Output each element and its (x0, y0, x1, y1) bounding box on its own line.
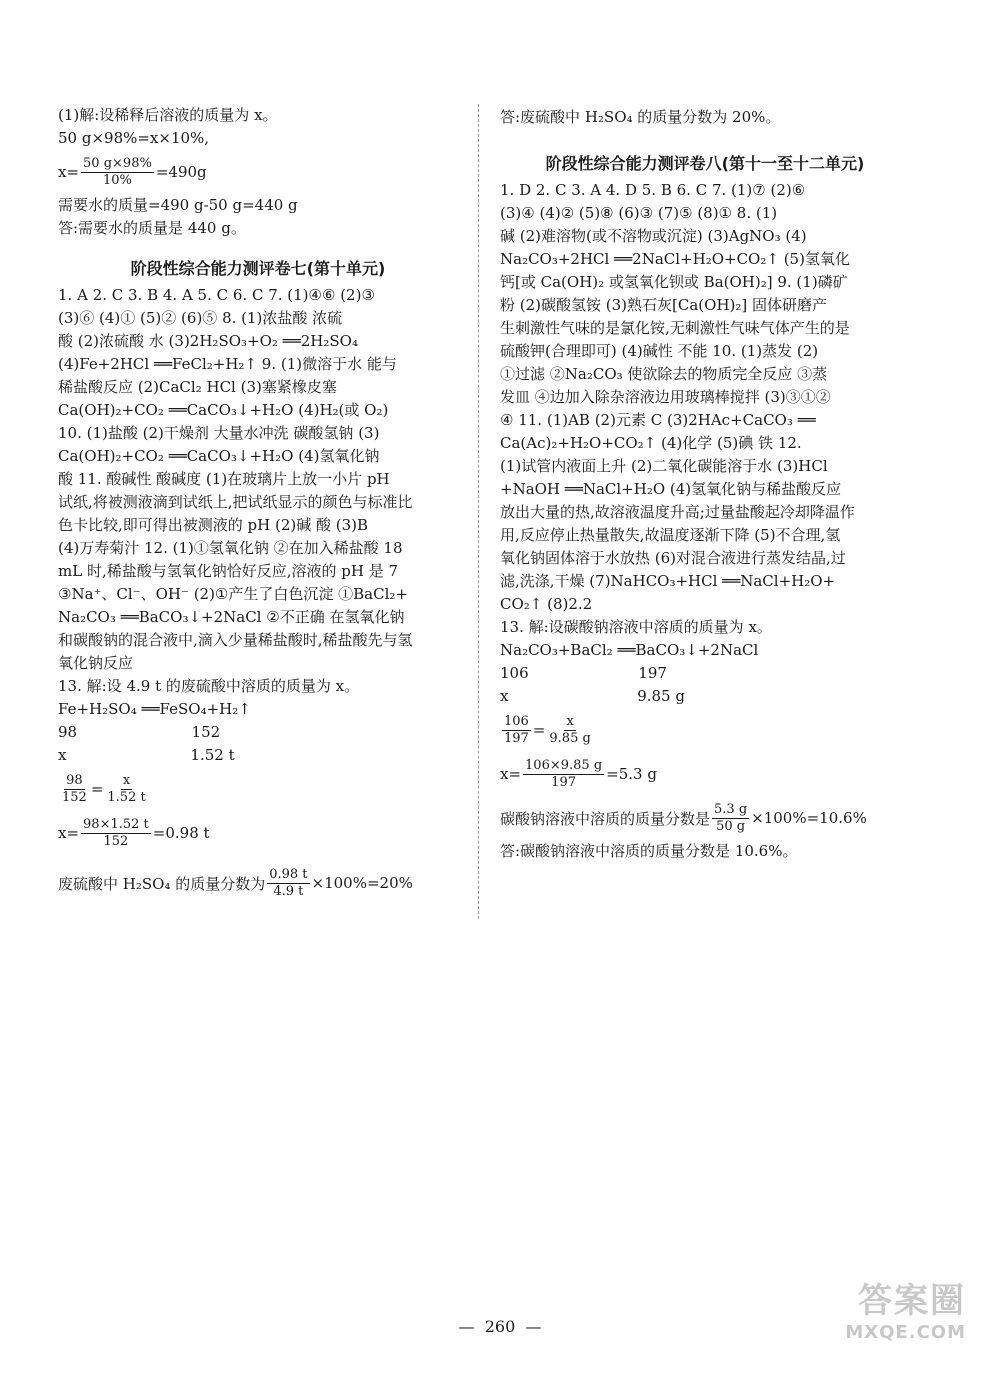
text-line: (1)解:设稀释后溶液的质量为 x。 (58, 106, 278, 124)
column-divider (478, 104, 479, 919)
text-line: ①过滤 ②Na₂CO₃ 使欲除去的物质完全反应 ③蒸 (500, 365, 828, 383)
fraction (547, 714, 592, 747)
question-13 (500, 616, 910, 863)
denominator: 50 g (716, 818, 746, 834)
right-column (500, 106, 910, 863)
numerator: 50 g×98% (83, 155, 152, 171)
equation-rhs: ×100%=20% (311, 874, 413, 892)
section-heading: 阶段性综合能力测评卷八(第十一至十二单元) (545, 154, 865, 173)
text-line: Na₂CO₃ ══BaCO₃↓+2NaCl ②不正确 在氢氧化钠 (58, 608, 405, 626)
text-line: +NaOH ══NaCl+H₂O (4)氢氧化钠与稀盐酸反应 (500, 480, 842, 498)
fraction (81, 817, 151, 850)
equation-rhs: =490g (155, 163, 207, 181)
watermark-logo (816, 1281, 966, 1351)
watermark-url: MXQE.COM (845, 1322, 966, 1343)
equals-sign: = (90, 780, 104, 798)
denominator: 152 (103, 833, 129, 849)
text-line: 98 152 (58, 723, 221, 741)
text-line: 13. 解:设 4.9 t 的废硫酸中溶质的质量为 x。 (58, 677, 360, 695)
text-line: 50 g×98%=x×10%, (58, 129, 210, 147)
watermark-logo-text: 答案圈 (858, 1281, 966, 1321)
equation-lhs: 废硫酸中 H₂SO₄ 的质量分数为 (58, 874, 266, 893)
numerator: x (122, 772, 131, 788)
equals-sign: = (532, 721, 546, 739)
page-number: — 260 — (458, 1317, 542, 1336)
text-line: 13. 解:设碳酸钠溶液中溶质的质量为 x。 (500, 618, 772, 636)
text-line: Na₂CO₃+BaCl₂ ══BaCO₃↓+2NaCl (500, 641, 759, 659)
equation-lhs: 碳酸钠溶液中溶质的质量分数是 (500, 809, 711, 828)
fraction (712, 802, 749, 835)
text-line: 生刺激性气味的是氯化铵,无刺激性气味气体产生的是 (500, 319, 850, 337)
text-line: 10. (1)盐酸 (2)干燥剂 大量水冲洗 碳酸氢钠 (3) (58, 424, 380, 442)
denominator: 1.52 t (107, 789, 146, 805)
text-line: 粉 (2)碳酸氢铵 (3)熟石灰[Ca(OH)₂] 固体研磨产 (500, 296, 828, 314)
fraction-equation (500, 796, 910, 840)
equation-rhs: =5.3 g (606, 765, 657, 783)
fraction (523, 758, 604, 791)
text-line: 答:需要水的质量是 440 g。 (58, 219, 246, 237)
text-line: Na₂CO₃+2HCl ══2NaCl+H₂O+CO₂↑ (5)氢氧化 (500, 250, 850, 268)
denominator: 9.85 g (549, 730, 591, 746)
text-line: 滤,洗涤,干燥 (7)NaHCO₃+HCl ══NaCl+H₂O+ (500, 572, 836, 590)
text-line: 氧化钠固体溶于水放热 (6)对混合液进行蒸发结晶,过 (500, 549, 846, 567)
fraction (105, 773, 147, 806)
text-line: 答:废硫酸中 H₂SO₄ 的质量分数为 20%。 (500, 108, 781, 126)
text-line: 硫酸钾(合理即可) (4)碱性 不能 10. (1)蒸发 (2) (500, 342, 819, 360)
fraction (267, 867, 309, 900)
equation-lhs: x= (500, 765, 522, 783)
denominator: 152 (62, 789, 87, 805)
text-line: (3)④ (4)② (5)⑧ (6)③ (7)⑤ (8)① 8. (1) (500, 204, 778, 222)
text-line: Fe+H₂SO₄ ══FeSO₄+H₂↑ (58, 700, 251, 718)
denominator: 197 (551, 774, 576, 790)
fraction-equation (500, 752, 910, 796)
text-line: 发皿 ④边加入除杂溶液边用玻璃棒搅拌 (3)③①② (500, 388, 831, 406)
text-line: Ca(OH)₂+CO₂ ══CaCO₃↓+H₂O (4)H₂(或 O₂) (58, 401, 389, 419)
equation-lhs: x= (58, 163, 80, 181)
text-line: ④ 11. (1)AB (2)元素 C (3)2HAc+CaCO₃ ══ (500, 411, 816, 429)
numerator: 5.3 g (714, 801, 748, 817)
fraction-equation (58, 861, 458, 905)
text-line: ③Na⁺、Cl⁻、OH⁻ (2)①产生了白色沉淀 ①BaCl₂+ (58, 585, 408, 603)
left-column (58, 104, 458, 905)
fraction (81, 156, 154, 189)
text-line: (1)试管内液面上升 (2)二氧化碳能溶于水 (3)HCl (500, 457, 828, 475)
numerator: 0.98 t (269, 866, 308, 882)
numerator: 106×9.85 g (525, 757, 603, 773)
proportion-equation (500, 708, 910, 752)
text-line: x 1.52 t (58, 746, 235, 764)
fraction-equation (58, 150, 458, 194)
fraction (502, 714, 531, 747)
text-line: Ca(OH)₂+CO₂ ══CaCO₃↓+H₂O (4)氢氧化钠 (58, 447, 380, 465)
text-line: 钙[或 Ca(OH)₂ 或氢氧化钡或 Ba(OH)₂] 9. (1)磷矿 (500, 273, 848, 291)
text-line: (4)Fe+2HCl ══FeCl₂+H₂↑ 9. (1)微溶于水 能与 (58, 355, 397, 373)
numerator: 98 (66, 772, 83, 788)
answer-block (500, 179, 910, 616)
text-line: 酸 11. 酸碱性 酸碱度 (1)在玻璃片上放一小片 pH (58, 470, 390, 488)
text-line: x 9.85 g (500, 687, 685, 705)
text-line: 稀盐酸反应 (2)CaCl₂ HCl (3)塞紧橡皮塞 (58, 378, 337, 396)
text-line: CO₂↑ (8)2.2 (500, 595, 593, 613)
equation-lhs: x= (58, 824, 80, 842)
numerator: x (566, 713, 574, 729)
text-line: 氧化钠反应 (58, 654, 134, 672)
denominator: 197 (504, 730, 529, 746)
equation-rhs: =0.98 t (152, 824, 210, 842)
text-line: mL 时,稀盐酸与氢氧化钠恰好反应,溶液的 pH 是 7 (58, 562, 399, 580)
question-13 (58, 675, 458, 905)
text-line: 需要水的质量=490 g-50 g=440 g (58, 196, 298, 214)
answer-block (58, 284, 458, 675)
text-line: 碱 (2)难溶物(或不溶物或沉淀) (3)AgNO₃ (4) (500, 227, 807, 245)
fraction (60, 773, 89, 806)
text-line: (4)万寿菊汁 12. (1)①氢氧化钠 ②在加入稀盐酸 18 (58, 539, 403, 557)
text-line: 1. D 2. C 3. A 4. D 5. B 6. C 7. (1)⑦ (2)⑥ (500, 181, 806, 199)
text-line: 色卡比较,即可得出被测液的 pH (2)碱 酸 (3)B (58, 516, 369, 534)
text-line: 答:碳酸钠溶液中溶质的质量分数是 10.6%。 (500, 842, 798, 860)
text-line: Ca(Ac)₂+H₂O+CO₂↑ (4)化学 (5)碘 铁 12. (500, 434, 802, 452)
fraction-equation (58, 811, 458, 855)
text-line: 和碳酸钠的混合液中,滴入少量稀盐酸时,稀盐酸先与氢 (58, 631, 413, 649)
text-line: 1. A 2. C 3. B 4. A 5. C 6. C 7. (1)④⑥ (2)③ (58, 286, 375, 304)
numerator: 98×1.52 t (83, 816, 149, 832)
numerator: 106 (504, 713, 529, 729)
text-line: 放出大量的热,故溶液温度升高;过量盐酸起冷却降温作 (500, 503, 855, 521)
section-heading: 阶段性综合能力测评卷七(第十单元) (130, 259, 386, 278)
denominator: 10% (102, 172, 132, 188)
text-line: (3)⑥ (4)① (5)② (6)⑤ 8. (1)浓盐酸 浓硫 (58, 309, 343, 327)
text-line: 酸 (2)浓硫酸 水 (3)2H₂SO₃+O₂ ══2H₂SO₄ (58, 332, 358, 350)
text-line: 试纸,将被测液滴到试纸上,把试纸显示的颜色与标准比 (58, 493, 413, 511)
text-line: 106 197 (500, 664, 667, 682)
denominator: 4.9 t (273, 883, 304, 899)
proportion-equation (58, 767, 458, 811)
text-line: 用,反应停止热量散失,故温度逐渐下降 (5)不合理,氢 (500, 526, 841, 544)
equation-rhs: ×100%=10.6% (751, 809, 867, 827)
